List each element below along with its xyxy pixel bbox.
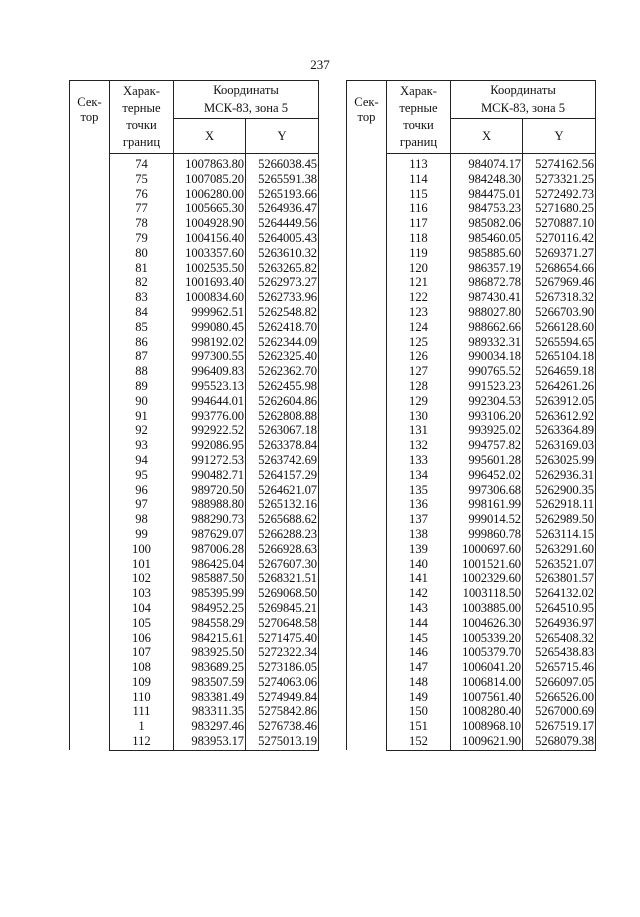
point-number: 143 [387,601,451,616]
point-number: 125 [387,335,451,350]
point-number: 78 [110,216,174,231]
y-coordinate: 5264261.26 [523,379,596,394]
y-coordinate: 5269845.21 [246,601,319,616]
point-number: 84 [110,305,174,320]
x-coordinate: 996409.83 [174,364,246,379]
y-coordinate: 5269068.50 [246,586,319,601]
x-coordinate: 984952.25 [174,601,246,616]
point-number: 132 [387,438,451,453]
point-number: 87 [110,349,174,364]
x-coordinate: 998161.99 [451,497,523,512]
y-coordinate: 5263378.84 [246,438,319,453]
x-coordinate: 990034.18 [451,349,523,364]
point-number: 110 [110,690,174,705]
y-coordinate: 5266038.45 [246,154,319,172]
point-number: 95 [110,468,174,483]
point-number: 136 [387,497,451,512]
y-coordinate: 5264005.43 [246,231,319,246]
y-coordinate: 5268321.51 [246,571,319,586]
x-coordinate: 1004626.30 [451,616,523,631]
y-coordinate: 5265408.32 [523,631,596,646]
x-coordinate: 1003357.60 [174,246,246,261]
sector-header: Сек- тор [347,81,387,154]
y-coordinate: 5267969.46 [523,275,596,290]
point-number: 116 [387,201,451,216]
x-coordinate: 1003118.50 [451,586,523,601]
point-number: 83 [110,290,174,305]
point-number: 129 [387,394,451,409]
x-coordinate: 1005379.70 [451,645,523,660]
points-header: Харак- терные точки границ [387,81,451,154]
x-coordinate: 985887.50 [174,571,246,586]
point-number: 140 [387,557,451,572]
x-coordinate: 990765.52 [451,364,523,379]
point-number: 128 [387,379,451,394]
x-coordinate: 989332.31 [451,335,523,350]
point-number: 139 [387,542,451,557]
x-coordinate: 983689.25 [174,660,246,675]
point-number: 81 [110,261,174,276]
y-coordinate: 5270116.42 [523,231,596,246]
x-coordinate: 1008968.10 [451,719,523,734]
y-coordinate: 5270887.10 [523,216,596,231]
point-number: 105 [110,616,174,631]
y-coordinate: 5262936.31 [523,468,596,483]
y-coordinate: 5263364.89 [523,423,596,438]
y-coordinate: 5264659.18 [523,364,596,379]
point-number: 114 [387,172,451,187]
point-number: 1 [110,719,174,734]
y-coordinate: 5265193.66 [246,187,319,202]
point-number: 123 [387,305,451,320]
point-number: 121 [387,275,451,290]
y-coordinate: 5263801.57 [523,571,596,586]
x-coordinate: 983311.35 [174,704,246,719]
x-coordinate: 984215.61 [174,631,246,646]
x-coordinate: 984475.01 [451,187,523,202]
x-coordinate: 990482.71 [174,468,246,483]
y-coordinate: 5271475.40 [246,631,319,646]
point-number: 115 [387,187,451,202]
point-number: 77 [110,201,174,216]
point-number: 118 [387,231,451,246]
coordinates-header: Координаты МСК-83, зона 5 [174,81,319,119]
x-coordinate: 1005339.20 [451,631,523,646]
x-coordinate: 983381.49 [174,690,246,705]
x-coordinate: 983953.17 [174,734,246,750]
point-number: 119 [387,246,451,261]
table-row [347,154,596,172]
y-coordinate: 5272322.34 [246,645,319,660]
point-number: 90 [110,394,174,409]
x-coordinate: 1002535.50 [174,261,246,276]
point-number: 92 [110,423,174,438]
points-header: Харак- терные точки границ [110,81,174,154]
point-number: 96 [110,483,174,498]
point-number: 117 [387,216,451,231]
sector-cell [70,154,110,751]
y-coordinate: 5266703.90 [523,305,596,320]
point-number: 149 [387,690,451,705]
y-coordinate: 5266097.05 [523,675,596,690]
point-number: 79 [110,231,174,246]
sector-cell [347,154,387,751]
x-coordinate: 993776.00 [174,409,246,424]
point-number: 137 [387,512,451,527]
x-coordinate: 984074.17 [451,154,523,172]
y-coordinate: 5265715.46 [523,660,596,675]
point-number: 131 [387,423,451,438]
point-number: 120 [387,261,451,276]
y-coordinate: 5275013.19 [246,734,319,750]
sector-header: Сек- тор [70,81,110,154]
point-number: 145 [387,631,451,646]
x-coordinate: 986425.04 [174,557,246,572]
y-coordinate: 5262733.96 [246,290,319,305]
point-number: 126 [387,349,451,364]
x-coordinate: 985460.05 [451,231,523,246]
point-number: 91 [110,409,174,424]
point-number: 89 [110,379,174,394]
point-number: 133 [387,453,451,468]
x-coordinate: 995523.13 [174,379,246,394]
point-number: 94 [110,453,174,468]
y-coordinate: 5264621.07 [246,483,319,498]
x-coordinate: 1004928.90 [174,216,246,231]
point-number: 147 [387,660,451,675]
point-number: 93 [110,438,174,453]
point-number: 103 [110,586,174,601]
y-coordinate: 5265438.83 [523,645,596,660]
x-coordinate: 999014.52 [451,512,523,527]
point-number: 76 [110,187,174,202]
y-coordinate: 5267000.69 [523,704,596,719]
y-coordinate: 5264157.29 [246,468,319,483]
point-number: 106 [110,631,174,646]
x-header: X [174,119,246,154]
y-coordinate: 5262989.50 [523,512,596,527]
y-coordinate: 5264449.56 [246,216,319,231]
x-coordinate: 993925.02 [451,423,523,438]
y-coordinate: 5262362.70 [246,364,319,379]
x-coordinate: 997306.68 [451,483,523,498]
x-coordinate: 1009621.90 [451,734,523,750]
y-coordinate: 5267519.17 [523,719,596,734]
y-coordinate: 5262918.11 [523,497,596,512]
x-coordinate: 987629.07 [174,527,246,542]
x-coordinate: 983925.50 [174,645,246,660]
y-coordinate: 5262604.86 [246,394,319,409]
point-number: 85 [110,320,174,335]
table-row [70,154,319,172]
x-coordinate: 985395.99 [174,586,246,601]
point-number: 100 [110,542,174,557]
point-number: 113 [387,154,451,172]
y-coordinate: 5263291.60 [523,542,596,557]
y-coordinate: 5270648.58 [246,616,319,631]
point-number: 122 [387,290,451,305]
point-number: 86 [110,335,174,350]
y-coordinate: 5266928.63 [246,542,319,557]
y-coordinate: 5264132.02 [523,586,596,601]
x-coordinate: 1005665.30 [174,201,246,216]
x-header: X [451,119,523,154]
y-coordinate: 5275842.86 [246,704,319,719]
point-number: 130 [387,409,451,424]
coordinates-table-right [346,80,596,751]
y-coordinate: 5266128.60 [523,320,596,335]
y-coordinate: 5262808.88 [246,409,319,424]
x-coordinate: 987006.28 [174,542,246,557]
y-coordinate: 5262548.82 [246,305,319,320]
point-number: 135 [387,483,451,498]
x-coordinate: 991523.23 [451,379,523,394]
point-number: 82 [110,275,174,290]
x-coordinate: 985082.06 [451,216,523,231]
y-coordinate: 5263612.92 [523,409,596,424]
x-coordinate: 988027.80 [451,305,523,320]
y-coordinate: 5264936.47 [246,201,319,216]
y-coordinate: 5263265.82 [246,261,319,276]
x-coordinate: 1004156.40 [174,231,246,246]
y-coordinate: 5262344.09 [246,335,319,350]
y-coordinate: 5263067.18 [246,423,319,438]
point-number: 109 [110,675,174,690]
y-coordinate: 5262973.27 [246,275,319,290]
y-coordinate: 5262325.40 [246,349,319,364]
y-coordinate: 5265688.62 [246,512,319,527]
x-coordinate: 989720.50 [174,483,246,498]
point-number: 112 [110,734,174,750]
point-number: 88 [110,364,174,379]
y-coordinate: 5274063.06 [246,675,319,690]
point-number: 75 [110,172,174,187]
point-number: 146 [387,645,451,660]
y-coordinate: 5264510.95 [523,601,596,616]
x-coordinate: 995601.28 [451,453,523,468]
x-coordinate: 1000697.60 [451,542,523,557]
y-coordinate: 5263610.32 [246,246,319,261]
y-coordinate: 5274162.56 [523,154,596,172]
point-number: 144 [387,616,451,631]
y-coordinate: 5269371.27 [523,246,596,261]
x-coordinate: 1001521.60 [451,557,523,572]
y-coordinate: 5264936.97 [523,616,596,631]
x-coordinate: 999860.78 [451,527,523,542]
y-coordinate: 5273186.05 [246,660,319,675]
x-coordinate: 1007085.20 [174,172,246,187]
x-coordinate: 988290.73 [174,512,246,527]
y-coordinate: 5265591.38 [246,172,319,187]
y-coordinate: 5263742.69 [246,453,319,468]
point-number: 101 [110,557,174,572]
x-coordinate: 1000834.60 [174,290,246,305]
x-coordinate: 994644.01 [174,394,246,409]
y-header: Y [246,119,319,154]
x-coordinate: 1006041.20 [451,660,523,675]
x-coordinate: 1002329.60 [451,571,523,586]
x-coordinate: 1006280.00 [174,187,246,202]
y-coordinate: 5263114.15 [523,527,596,542]
x-coordinate: 1001693.40 [174,275,246,290]
x-coordinate: 993106.20 [451,409,523,424]
x-coordinate: 986872.78 [451,275,523,290]
point-number: 102 [110,571,174,586]
point-number: 127 [387,364,451,379]
point-number: 124 [387,320,451,335]
point-number: 107 [110,645,174,660]
y-coordinate: 5265104.18 [523,349,596,364]
x-coordinate: 984753.23 [451,201,523,216]
x-coordinate: 992086.95 [174,438,246,453]
point-number: 98 [110,512,174,527]
point-number: 141 [387,571,451,586]
point-number: 150 [387,704,451,719]
y-coordinate: 5262418.70 [246,320,319,335]
y-coordinate: 5263169.03 [523,438,596,453]
x-coordinate: 984558.29 [174,616,246,631]
point-number: 152 [387,734,451,750]
x-coordinate: 1007561.40 [451,690,523,705]
y-coordinate: 5266526.00 [523,690,596,705]
x-coordinate: 983507.59 [174,675,246,690]
y-coordinate: 5263912.05 [523,394,596,409]
x-coordinate: 987430.41 [451,290,523,305]
x-coordinate: 985885.60 [451,246,523,261]
y-coordinate: 5266288.23 [246,527,319,542]
point-number: 97 [110,497,174,512]
point-number: 99 [110,527,174,542]
point-number: 80 [110,246,174,261]
x-coordinate: 994757.82 [451,438,523,453]
x-coordinate: 988662.66 [451,320,523,335]
x-coordinate: 991272.53 [174,453,246,468]
point-number: 151 [387,719,451,734]
x-coordinate: 986357.19 [451,261,523,276]
y-coordinate: 5268079.38 [523,734,596,750]
y-coordinate: 5263025.99 [523,453,596,468]
point-number: 74 [110,154,174,172]
y-coordinate: 5267318.32 [523,290,596,305]
x-coordinate: 984248.30 [451,172,523,187]
x-coordinate: 1003885.00 [451,601,523,616]
x-coordinate: 997300.55 [174,349,246,364]
x-coordinate: 1006814.00 [451,675,523,690]
point-number: 108 [110,660,174,675]
page-number: 237 [310,57,330,72]
x-coordinate: 1007863.80 [174,154,246,172]
y-header: Y [523,119,596,154]
y-coordinate: 5276738.46 [246,719,319,734]
point-number: 148 [387,675,451,690]
y-coordinate: 5274949.84 [246,690,319,705]
y-coordinate: 5263521.07 [523,557,596,572]
x-coordinate: 998192.02 [174,335,246,350]
x-coordinate: 992922.52 [174,423,246,438]
x-coordinate: 999962.51 [174,305,246,320]
coordinates-table-left [69,80,319,751]
y-coordinate: 5272492.73 [523,187,596,202]
x-coordinate: 996452.02 [451,468,523,483]
x-coordinate: 992304.53 [451,394,523,409]
y-coordinate: 5265132.16 [246,497,319,512]
x-coordinate: 1008280.40 [451,704,523,719]
point-number: 134 [387,468,451,483]
point-number: 138 [387,527,451,542]
x-coordinate: 988988.80 [174,497,246,512]
point-number: 104 [110,601,174,616]
y-coordinate: 5265594.65 [523,335,596,350]
x-coordinate: 999080.45 [174,320,246,335]
y-coordinate: 5262900.35 [523,483,596,498]
coordinates-header: Координаты МСК-83, зона 5 [451,81,596,119]
point-number: 111 [110,704,174,719]
point-number: 142 [387,586,451,601]
y-coordinate: 5271680.25 [523,201,596,216]
y-coordinate: 5268654.66 [523,261,596,276]
y-coordinate: 5273321.25 [523,172,596,187]
y-coordinate: 5262455.98 [246,379,319,394]
y-coordinate: 5267607.30 [246,557,319,572]
x-coordinate: 983297.46 [174,719,246,734]
